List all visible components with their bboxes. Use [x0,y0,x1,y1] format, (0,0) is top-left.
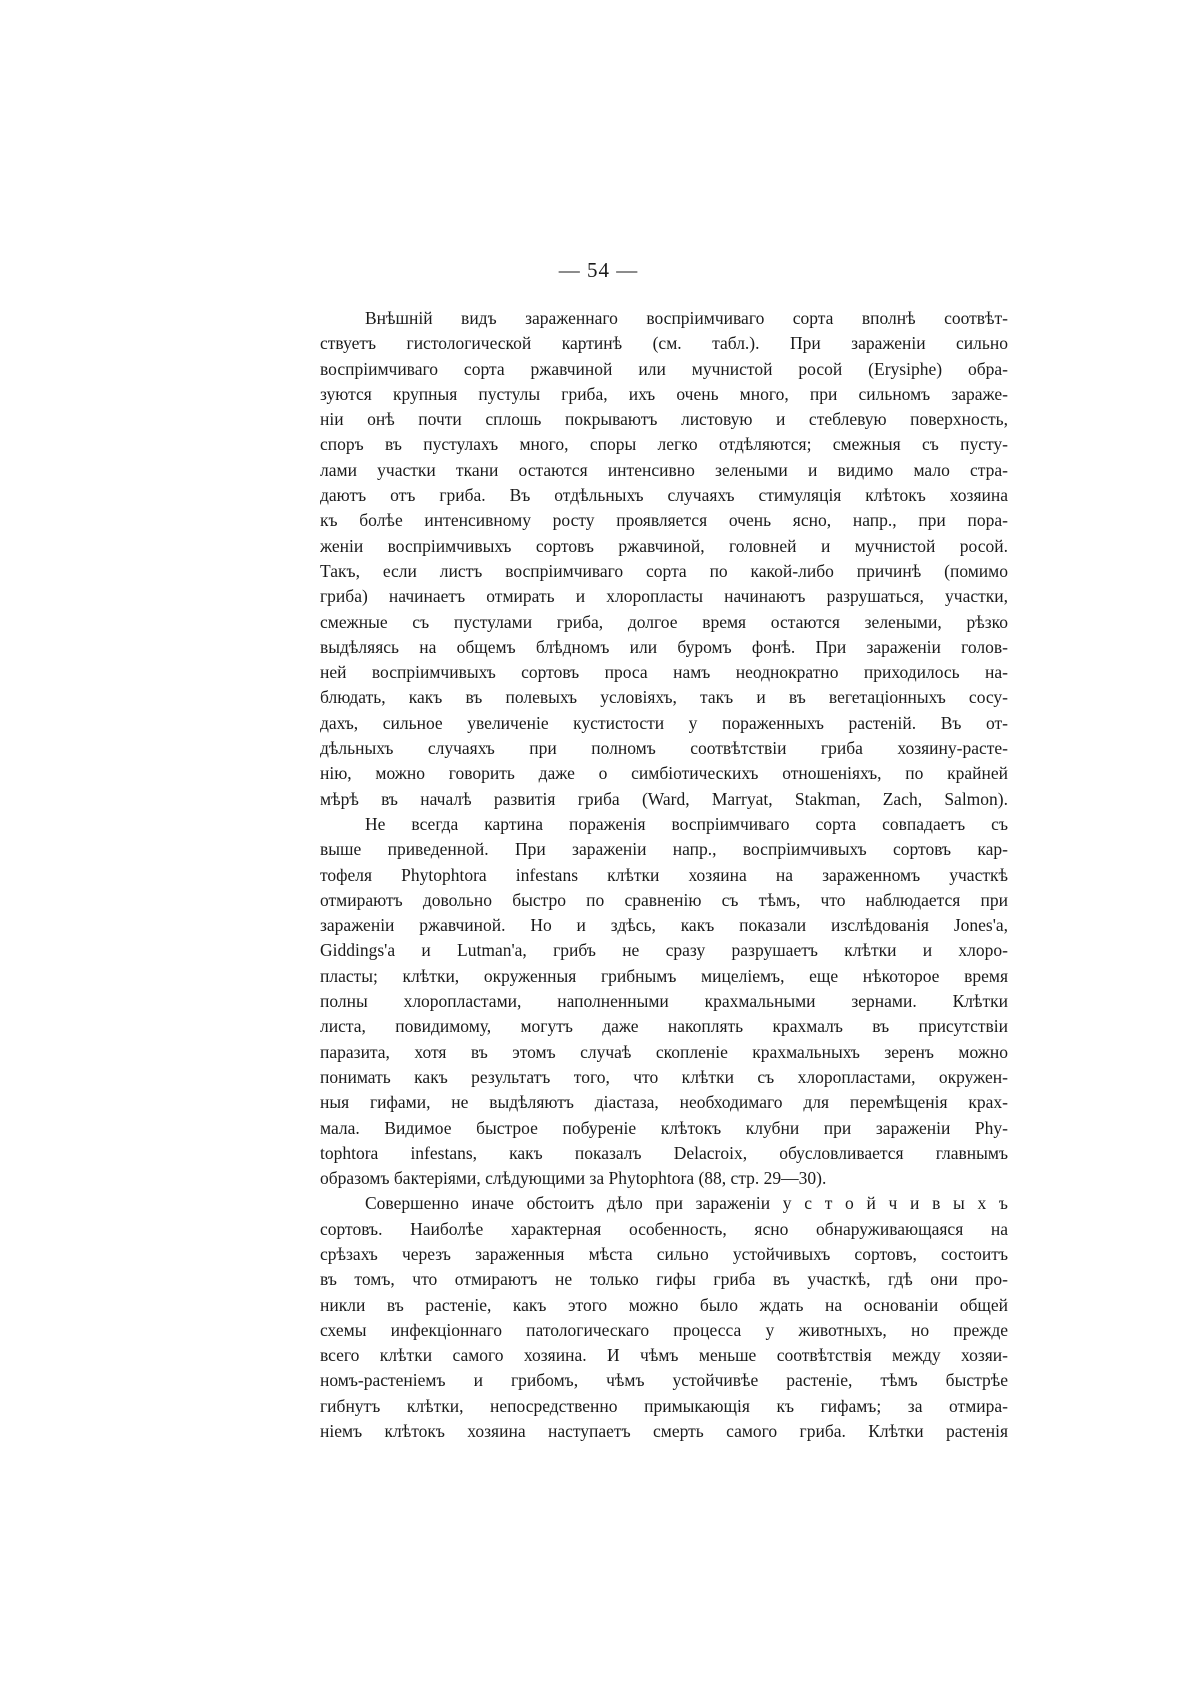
text-line: къ болѣе интенсивному росту проявляется очень ясно, напр., при пора- [320,510,1008,531]
text-line: воспріимчиваго сорта ржавчиной или мучнистой росой (Erysiphe) обра- [320,358,1008,379]
text-line: тофеля Phytophtora infestans клѣтки хозяина на зараженномъ участкѣ [320,864,1008,885]
text-line: ствуетъ гистологической картинѣ (см. табл.). При зараженіи сильно [320,333,1008,354]
text-line: гибнутъ клѣтки, непосредственно примыкающія къ гифамъ; за отмира- [320,1395,1008,1416]
body-text [320,306,1008,1444]
page-number: — 54 — [558,258,639,282]
text-line: образомъ бактеріями, слѣдующими за Phytophtora (88, стр. 29—30). [320,1168,827,1189]
text-line: нію, можно говорить даже о симбіотическихъ отношеніяхъ, по крайней [320,763,1008,784]
text-line: никли въ растеніе, какъ этого можно было ждать на основаніи общей [320,1294,1008,1315]
text-line: смежные съ пустулами гриба, долгое время остаются зелеными, рѣзко [320,611,1008,632]
text-line: понимать какъ результатъ того, что клѣтки съ хлоропластами, окружен- [320,1066,1008,1087]
text-line: Совершенно иначе обстоитъ дѣло при зараженіи у с т о й ч и в ы х ъ [365,1193,1008,1214]
text-line: отмираютъ довольно быстро по сравненію съ тѣмъ, что наблюдается при [320,889,1008,910]
text-line: дѣльныхъ случаяхъ при полномъ соотвѣтствіи гриба хозяину-расте- [320,738,1008,759]
text-line: tophtora infestans, какъ показалъ Delacroix, обусловливается главнымъ [320,1142,1008,1163]
text-line: номъ-растеніемъ и грибомъ, чѣмъ устойчивѣе растеніе, тѣмъ быстрѣе [320,1370,1008,1391]
text-line: Не всегда картина пораженія воспріимчиваго сорта совпадаетъ съ [365,813,1008,834]
text-line: ныя гифами, не выдѣляютъ діастаза, необходимаго для перемѣщенія крах- [320,1092,1008,1113]
paragraph-3 [320,1191,1008,1444]
text-line: Внѣшній видъ зараженнаго воспріимчиваго сорта вполнѣ соотвѣт- [365,308,1008,328]
text-line: схемы инфекціоннаго патологическаго процесса у животныхъ, но прежде [320,1319,1008,1340]
paragraph-2 [320,812,1008,1191]
text-line: споръ въ пустулахъ много, споры легко отдѣляются; смежныя съ пусту- [320,434,1008,455]
text-line: женіи воспріимчивыхъ сортовъ ржавчиной, головней и мучнистой росой. [320,535,1008,556]
text-line: въ томъ, что отмираютъ не только гифы гриба въ участкѣ, гдѣ они про- [320,1269,1008,1290]
text-line: мала. Видимое быстрое побуреніе клѣтокъ клубни при зараженіи Phy- [320,1117,1008,1138]
text-line: ніи онѣ почти сплошь покрываютъ листовую и стеблевую поверхность, [320,409,1008,430]
paragraph-1 [320,306,1008,812]
text-line: даютъ отъ гриба. Въ отдѣльныхъ случаяхъ стимуляція клѣтокъ хозяина [320,485,1008,506]
text-line: сортовъ. Наиболѣе характерная особенность, ясно обнаруживающаяся на [320,1218,1008,1239]
text-line: мѣрѣ въ началѣ развитія гриба (Ward, Marryat, Stakman, Zach, Salmon). [320,788,1008,809]
text-line: выше приведенной. При зараженіи напр., воспріимчивыхъ сортовъ кар- [320,839,1008,860]
text-line: пласты; клѣтки, окруженныя грибнымъ мицеліемъ, еще нѣкоторое время [320,965,1008,986]
text-line: Такъ, если листъ воспріимчиваго сорта по какой-либо причинѣ (помимо [320,560,1008,581]
text-line: Giddings'а и Lutman'а, грибъ не сразу разрушаетъ клѣтки и хлоро- [320,940,1008,961]
text-line: дахъ, сильное увеличеніе кустистости у пораженныхъ растеній. Въ от- [320,712,1008,733]
text-line: ніемъ клѣтокъ хозяина наступаетъ смерть самого гриба. Клѣтки растенія [320,1421,1008,1442]
text-line: зуются крупныя пустулы гриба, ихъ очень много, при сильномъ зараже- [320,383,1008,404]
text-line: паразита, хотя въ этомъ случаѣ скопленіе крахмальныхъ зеренъ можно [320,1041,1008,1062]
text-line: листа, повидимому, могутъ даже накоплять крахмалъ въ присутствіи [320,1016,1008,1037]
text-line: блюдать, какъ въ полевыхъ условіяхъ, такъ и въ вегетаціонныхъ сосу- [320,687,1008,708]
text-line: полны хлоропластами, наполненными крахмальными зернами. Клѣтки [320,991,1008,1012]
text-line: срѣзахъ черезъ зараженныя мѣста сильно устойчивыхъ сортовъ, состоитъ [320,1243,1008,1264]
text-line: всего клѣтки самого хозяина. И чѣмъ меньше соотвѣтствія между хозяи- [320,1345,1008,1366]
text-line: ней воспріимчивыхъ сортовъ проса намъ неоднократно приходилось на- [320,662,1008,683]
text-line: зараженіи ржавчиной. Но и здѣсь, какъ показали изслѣдованія Jones'а, [320,915,1008,936]
text-line: лами участки ткани остаются интенсивно зелеными и видимо мало стра- [320,459,1008,480]
text-line: выдѣляясь на общемъ блѣдномъ или буромъ фонѣ. При зараженіи голов- [320,636,1008,657]
text-line: гриба) начинаетъ отмирать и хлоропласты начинаютъ разрушаться, участки, [320,586,1008,607]
